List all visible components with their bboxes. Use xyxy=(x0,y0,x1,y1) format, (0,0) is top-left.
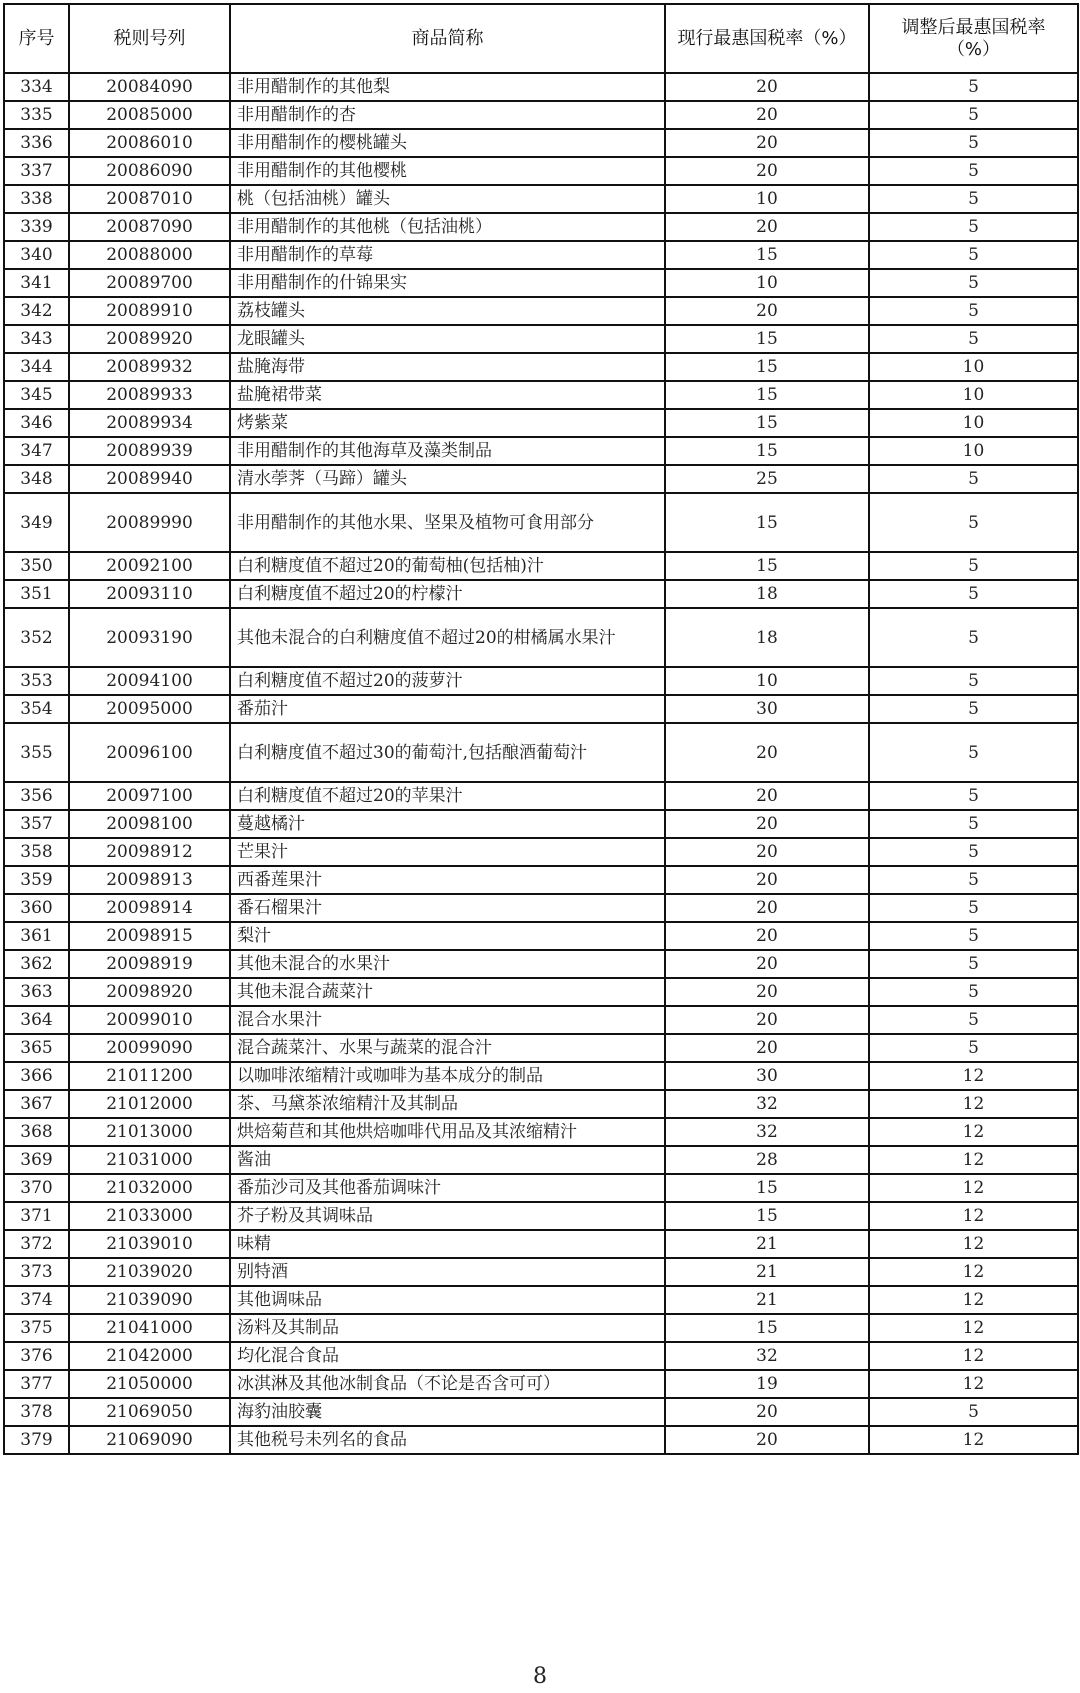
cell-index: 369 xyxy=(4,1146,69,1174)
cell-index: 351 xyxy=(4,580,69,608)
cell-index: 373 xyxy=(4,1258,69,1286)
table-row xyxy=(4,465,1078,493)
table-row xyxy=(4,1174,1078,1202)
cell-current-rate: 15 xyxy=(665,325,869,353)
cell-new-rate: 10 xyxy=(869,353,1078,381)
cell-name: 海豹油胶囊 xyxy=(230,1398,665,1426)
cell-name: 其他未混合的白利糖度值不超过20的柑橘属水果汁 xyxy=(230,608,665,667)
cell-current-rate: 20 xyxy=(665,73,869,101)
cell-name: 味精 xyxy=(230,1230,665,1258)
cell-code: 20084090 xyxy=(69,73,230,101)
table-row xyxy=(4,353,1078,381)
cell-current-rate: 15 xyxy=(665,493,869,552)
cell-index: 349 xyxy=(4,493,69,552)
table-row xyxy=(4,437,1078,465)
cell-current-rate: 15 xyxy=(665,1202,869,1230)
table-row xyxy=(4,838,1078,866)
cell-name: 其他调味品 xyxy=(230,1286,665,1314)
cell-current-rate: 20 xyxy=(665,723,869,782)
cell-code: 20098919 xyxy=(69,950,230,978)
cell-index: 335 xyxy=(4,101,69,129)
cell-code: 20089910 xyxy=(69,297,230,325)
header-index: 序号 xyxy=(4,4,69,73)
cell-name: 梨汁 xyxy=(230,922,665,950)
cell-new-rate: 5 xyxy=(869,269,1078,297)
cell-name: 白利糖度值不超过20的菠萝汁 xyxy=(230,667,665,695)
cell-code: 20092100 xyxy=(69,552,230,580)
cell-code: 21011200 xyxy=(69,1062,230,1090)
cell-code: 20089700 xyxy=(69,269,230,297)
cell-new-rate: 5 xyxy=(869,810,1078,838)
table-row xyxy=(4,297,1078,325)
cell-new-rate: 10 xyxy=(869,409,1078,437)
cell-code: 21032000 xyxy=(69,1174,230,1202)
cell-name: 清水荸荠（马蹄）罐头 xyxy=(230,465,665,493)
cell-index: 376 xyxy=(4,1342,69,1370)
cell-current-rate: 21 xyxy=(665,1258,869,1286)
table-row xyxy=(4,810,1078,838)
cell-index: 364 xyxy=(4,1006,69,1034)
cell-name: 番茄沙司及其他番茄调味汁 xyxy=(230,1174,665,1202)
cell-code: 21042000 xyxy=(69,1342,230,1370)
cell-code: 20087010 xyxy=(69,185,230,213)
cell-code: 20098913 xyxy=(69,866,230,894)
cell-name: 桃（包括油桃）罐头 xyxy=(230,185,665,213)
cell-index: 365 xyxy=(4,1034,69,1062)
cell-new-rate: 12 xyxy=(869,1342,1078,1370)
cell-current-rate: 15 xyxy=(665,409,869,437)
table-row xyxy=(4,1342,1078,1370)
cell-current-rate: 15 xyxy=(665,1174,869,1202)
header-new-rate xyxy=(869,4,1078,73)
table-row xyxy=(4,922,1078,950)
cell-new-rate: 5 xyxy=(869,894,1078,922)
cell-new-rate: 5 xyxy=(869,241,1078,269)
cell-name: 非用醋制作的其他水果、坚果及植物可食用部分 xyxy=(230,493,665,552)
cell-new-rate: 10 xyxy=(869,381,1078,409)
cell-new-rate: 12 xyxy=(869,1062,1078,1090)
cell-code: 21050000 xyxy=(69,1370,230,1398)
cell-index: 360 xyxy=(4,894,69,922)
cell-index: 374 xyxy=(4,1286,69,1314)
cell-code: 20099090 xyxy=(69,1034,230,1062)
cell-index: 368 xyxy=(4,1118,69,1146)
table-row xyxy=(4,269,1078,297)
cell-code: 21039010 xyxy=(69,1230,230,1258)
cell-code: 20093110 xyxy=(69,580,230,608)
cell-current-rate: 19 xyxy=(665,1370,869,1398)
cell-index: 375 xyxy=(4,1314,69,1342)
tariff-table xyxy=(3,3,1079,1455)
table-row xyxy=(4,73,1078,101)
cell-current-rate: 20 xyxy=(665,894,869,922)
table-row xyxy=(4,667,1078,695)
table-row xyxy=(4,1398,1078,1426)
cell-current-rate: 20 xyxy=(665,1006,869,1034)
cell-current-rate: 15 xyxy=(665,437,869,465)
cell-name: 非用醋制作的什锦果实 xyxy=(230,269,665,297)
cell-index: 338 xyxy=(4,185,69,213)
cell-new-rate: 5 xyxy=(869,185,1078,213)
cell-code: 20089990 xyxy=(69,493,230,552)
cell-index: 358 xyxy=(4,838,69,866)
cell-current-rate: 20 xyxy=(665,810,869,838)
cell-name: 白利糖度值不超过20的葡萄柚(包括柚)汁 xyxy=(230,552,665,580)
cell-index: 362 xyxy=(4,950,69,978)
cell-code: 20096100 xyxy=(69,723,230,782)
table-row xyxy=(4,1202,1078,1230)
table-header-row xyxy=(4,4,1078,73)
table-row xyxy=(4,608,1078,667)
cell-code: 21069050 xyxy=(69,1398,230,1426)
cell-index: 340 xyxy=(4,241,69,269)
cell-new-rate: 12 xyxy=(869,1118,1078,1146)
header-code: 税则号列 xyxy=(69,4,230,73)
cell-code: 21012000 xyxy=(69,1090,230,1118)
cell-index: 352 xyxy=(4,608,69,667)
cell-index: 347 xyxy=(4,437,69,465)
cell-name: 其他税号未列名的食品 xyxy=(230,1426,665,1454)
cell-new-rate: 12 xyxy=(869,1174,1078,1202)
cell-code: 20086010 xyxy=(69,129,230,157)
cell-index: 366 xyxy=(4,1062,69,1090)
cell-index: 337 xyxy=(4,157,69,185)
cell-code: 20098100 xyxy=(69,810,230,838)
cell-index: 372 xyxy=(4,1230,69,1258)
cell-name: 盐腌海带 xyxy=(230,353,665,381)
cell-current-rate: 20 xyxy=(665,866,869,894)
cell-index: 345 xyxy=(4,381,69,409)
cell-index: 370 xyxy=(4,1174,69,1202)
cell-name: 芥子粉及其调味品 xyxy=(230,1202,665,1230)
cell-index: 371 xyxy=(4,1202,69,1230)
cell-current-rate: 32 xyxy=(665,1342,869,1370)
cell-name: 烘焙菊苣和其他烘焙咖啡代用品及其浓缩精汁 xyxy=(230,1118,665,1146)
cell-current-rate: 20 xyxy=(665,297,869,325)
cell-new-rate: 5 xyxy=(869,552,1078,580)
cell-current-rate: 20 xyxy=(665,950,869,978)
cell-new-rate: 12 xyxy=(869,1230,1078,1258)
cell-current-rate: 20 xyxy=(665,157,869,185)
cell-index: 361 xyxy=(4,922,69,950)
cell-current-rate: 15 xyxy=(665,552,869,580)
cell-code: 20095000 xyxy=(69,695,230,723)
cell-name: 烤紫菜 xyxy=(230,409,665,437)
cell-code: 20099010 xyxy=(69,1006,230,1034)
cell-new-rate: 5 xyxy=(869,608,1078,667)
cell-current-rate: 18 xyxy=(665,580,869,608)
cell-new-rate: 5 xyxy=(869,866,1078,894)
cell-name: 非用醋制作的其他桃（包括油桃） xyxy=(230,213,665,241)
cell-new-rate: 5 xyxy=(869,978,1078,1006)
cell-new-rate: 5 xyxy=(869,782,1078,810)
cell-new-rate: 5 xyxy=(869,101,1078,129)
cell-index: 348 xyxy=(4,465,69,493)
table-row xyxy=(4,1062,1078,1090)
cell-code: 21033000 xyxy=(69,1202,230,1230)
cell-index: 354 xyxy=(4,695,69,723)
cell-name: 非用醋制作的其他梨 xyxy=(230,73,665,101)
cell-current-rate: 18 xyxy=(665,608,869,667)
cell-current-rate: 20 xyxy=(665,838,869,866)
cell-current-rate: 20 xyxy=(665,101,869,129)
cell-code: 20085000 xyxy=(69,101,230,129)
cell-code: 20089933 xyxy=(69,381,230,409)
cell-name: 混合水果汁 xyxy=(230,1006,665,1034)
table-row xyxy=(4,1426,1078,1454)
header-current-rate: 现行最惠国税率（%） xyxy=(665,4,869,73)
cell-new-rate: 5 xyxy=(869,667,1078,695)
table-row xyxy=(4,493,1078,552)
cell-new-rate: 5 xyxy=(869,493,1078,552)
cell-name: 别特酒 xyxy=(230,1258,665,1286)
cell-new-rate: 12 xyxy=(869,1314,1078,1342)
cell-name: 非用醋制作的杏 xyxy=(230,101,665,129)
cell-new-rate: 5 xyxy=(869,129,1078,157)
cell-new-rate: 5 xyxy=(869,465,1078,493)
cell-current-rate: 20 xyxy=(665,129,869,157)
table-row xyxy=(4,894,1078,922)
cell-new-rate: 5 xyxy=(869,1034,1078,1062)
cell-name: 其他未混合的水果汁 xyxy=(230,950,665,978)
table-row xyxy=(4,552,1078,580)
cell-index: 363 xyxy=(4,978,69,1006)
table-body xyxy=(4,73,1078,1454)
cell-code: 21039020 xyxy=(69,1258,230,1286)
table-row xyxy=(4,213,1078,241)
cell-new-rate: 5 xyxy=(869,922,1078,950)
cell-current-rate: 15 xyxy=(665,381,869,409)
cell-index: 355 xyxy=(4,723,69,782)
table-row xyxy=(4,950,1078,978)
cell-current-rate: 30 xyxy=(665,1062,869,1090)
cell-current-rate: 28 xyxy=(665,1146,869,1174)
cell-index: 342 xyxy=(4,297,69,325)
cell-name: 非用醋制作的樱桃罐头 xyxy=(230,129,665,157)
cell-code: 20089920 xyxy=(69,325,230,353)
cell-current-rate: 20 xyxy=(665,1426,869,1454)
cell-index: 367 xyxy=(4,1090,69,1118)
cell-code: 20094100 xyxy=(69,667,230,695)
cell-current-rate: 15 xyxy=(665,353,869,381)
cell-name: 非用醋制作的其他樱桃 xyxy=(230,157,665,185)
cell-new-rate: 12 xyxy=(869,1090,1078,1118)
cell-index: 353 xyxy=(4,667,69,695)
cell-name: 以咖啡浓缩精汁或咖啡为基本成分的制品 xyxy=(230,1062,665,1090)
cell-code: 20098915 xyxy=(69,922,230,950)
table-row xyxy=(4,695,1078,723)
cell-current-rate: 15 xyxy=(665,1314,869,1342)
cell-code: 20098912 xyxy=(69,838,230,866)
cell-index: 377 xyxy=(4,1370,69,1398)
cell-new-rate: 5 xyxy=(869,73,1078,101)
table-row xyxy=(4,1258,1078,1286)
cell-new-rate: 12 xyxy=(869,1370,1078,1398)
cell-index: 378 xyxy=(4,1398,69,1426)
cell-new-rate: 5 xyxy=(869,838,1078,866)
cell-current-rate: 25 xyxy=(665,465,869,493)
cell-name: 番石榴果汁 xyxy=(230,894,665,922)
table-row xyxy=(4,185,1078,213)
header-new-rate-line2: （%） xyxy=(946,38,1001,60)
cell-code: 20086090 xyxy=(69,157,230,185)
cell-current-rate: 21 xyxy=(665,1230,869,1258)
cell-current-rate: 20 xyxy=(665,782,869,810)
table-row xyxy=(4,1006,1078,1034)
table-row xyxy=(4,1146,1078,1174)
cell-index: 341 xyxy=(4,269,69,297)
table-row xyxy=(4,381,1078,409)
table-row xyxy=(4,723,1078,782)
cell-name: 混合蔬菜汁、水果与蔬菜的混合汁 xyxy=(230,1034,665,1062)
cell-name: 汤料及其制品 xyxy=(230,1314,665,1342)
page-number: 8 xyxy=(533,1664,547,1689)
header-name: 商品简称 xyxy=(230,4,665,73)
cell-new-rate: 5 xyxy=(869,723,1078,782)
cell-name: 非用醋制作的其他海草及藻类制品 xyxy=(230,437,665,465)
cell-new-rate: 5 xyxy=(869,157,1078,185)
table-row xyxy=(4,129,1078,157)
table-row xyxy=(4,978,1078,1006)
cell-current-rate: 21 xyxy=(665,1286,869,1314)
cell-new-rate: 5 xyxy=(869,1006,1078,1034)
cell-current-rate: 20 xyxy=(665,978,869,1006)
cell-code: 20089940 xyxy=(69,465,230,493)
cell-current-rate: 30 xyxy=(665,695,869,723)
cell-new-rate: 10 xyxy=(869,437,1078,465)
table-row xyxy=(4,101,1078,129)
cell-index: 344 xyxy=(4,353,69,381)
table-row xyxy=(4,325,1078,353)
table-row xyxy=(4,409,1078,437)
table-row xyxy=(4,580,1078,608)
cell-code: 20089939 xyxy=(69,437,230,465)
table-row xyxy=(4,1118,1078,1146)
header-new-rate-line1: 调整后最惠国税率 xyxy=(901,16,1046,38)
cell-new-rate: 12 xyxy=(869,1426,1078,1454)
cell-current-rate: 20 xyxy=(665,1398,869,1426)
cell-name: 均化混合食品 xyxy=(230,1342,665,1370)
cell-code: 21013000 xyxy=(69,1118,230,1146)
table-row xyxy=(4,866,1078,894)
cell-index: 357 xyxy=(4,810,69,838)
cell-name: 其他未混合蔬菜汁 xyxy=(230,978,665,1006)
cell-name: 芒果汁 xyxy=(230,838,665,866)
cell-current-rate: 20 xyxy=(665,922,869,950)
cell-index: 334 xyxy=(4,73,69,101)
cell-name: 番茄汁 xyxy=(230,695,665,723)
cell-name: 白利糖度值不超过30的葡萄汁,包括酿酒葡萄汁 xyxy=(230,723,665,782)
cell-current-rate: 10 xyxy=(665,269,869,297)
cell-index: 336 xyxy=(4,129,69,157)
cell-index: 379 xyxy=(4,1426,69,1454)
cell-code: 20088000 xyxy=(69,241,230,269)
table-row xyxy=(4,1034,1078,1062)
cell-new-rate: 5 xyxy=(869,950,1078,978)
cell-name: 茶、马黛茶浓缩精汁及其制品 xyxy=(230,1090,665,1118)
cell-name: 龙眼罐头 xyxy=(230,325,665,353)
cell-code: 21031000 xyxy=(69,1146,230,1174)
cell-new-rate: 5 xyxy=(869,695,1078,723)
cell-new-rate: 12 xyxy=(869,1146,1078,1174)
cell-code: 20089932 xyxy=(69,353,230,381)
table-row xyxy=(4,1230,1078,1258)
cell-code: 20098920 xyxy=(69,978,230,1006)
cell-name: 白利糖度值不超过20的苹果汁 xyxy=(230,782,665,810)
cell-name: 白利糖度值不超过20的柠檬汁 xyxy=(230,580,665,608)
cell-name: 盐腌裙带菜 xyxy=(230,381,665,409)
cell-name: 非用醋制作的草莓 xyxy=(230,241,665,269)
cell-current-rate: 32 xyxy=(665,1118,869,1146)
cell-name: 荔枝罐头 xyxy=(230,297,665,325)
cell-code: 20087090 xyxy=(69,213,230,241)
cell-new-rate: 5 xyxy=(869,213,1078,241)
cell-new-rate: 5 xyxy=(869,1398,1078,1426)
cell-code: 21039090 xyxy=(69,1286,230,1314)
table-row xyxy=(4,782,1078,810)
cell-new-rate: 5 xyxy=(869,325,1078,353)
table-row xyxy=(4,1370,1078,1398)
cell-code: 20098914 xyxy=(69,894,230,922)
cell-new-rate: 12 xyxy=(869,1202,1078,1230)
table-row xyxy=(4,157,1078,185)
cell-code: 20089934 xyxy=(69,409,230,437)
cell-code: 21041000 xyxy=(69,1314,230,1342)
cell-current-rate: 15 xyxy=(665,241,869,269)
cell-name: 冰淇淋及其他冰制食品（不论是否含可可） xyxy=(230,1370,665,1398)
table-row xyxy=(4,1314,1078,1342)
cell-index: 359 xyxy=(4,866,69,894)
table-row xyxy=(4,1090,1078,1118)
cell-name: 西番莲果汁 xyxy=(230,866,665,894)
cell-new-rate: 12 xyxy=(869,1286,1078,1314)
cell-name: 酱油 xyxy=(230,1146,665,1174)
cell-current-rate: 20 xyxy=(665,213,869,241)
cell-current-rate: 32 xyxy=(665,1090,869,1118)
cell-code: 20093190 xyxy=(69,608,230,667)
cell-index: 350 xyxy=(4,552,69,580)
cell-current-rate: 10 xyxy=(665,185,869,213)
cell-new-rate: 5 xyxy=(869,580,1078,608)
cell-index: 343 xyxy=(4,325,69,353)
cell-name: 蔓越橘汁 xyxy=(230,810,665,838)
cell-index: 356 xyxy=(4,782,69,810)
cell-code: 21069090 xyxy=(69,1426,230,1454)
cell-new-rate: 12 xyxy=(869,1258,1078,1286)
cell-current-rate: 20 xyxy=(665,1034,869,1062)
cell-current-rate: 10 xyxy=(665,667,869,695)
cell-new-rate: 5 xyxy=(869,297,1078,325)
table-row xyxy=(4,1286,1078,1314)
table-row xyxy=(4,241,1078,269)
cell-index: 339 xyxy=(4,213,69,241)
cell-index: 346 xyxy=(4,409,69,437)
cell-code: 20097100 xyxy=(69,782,230,810)
